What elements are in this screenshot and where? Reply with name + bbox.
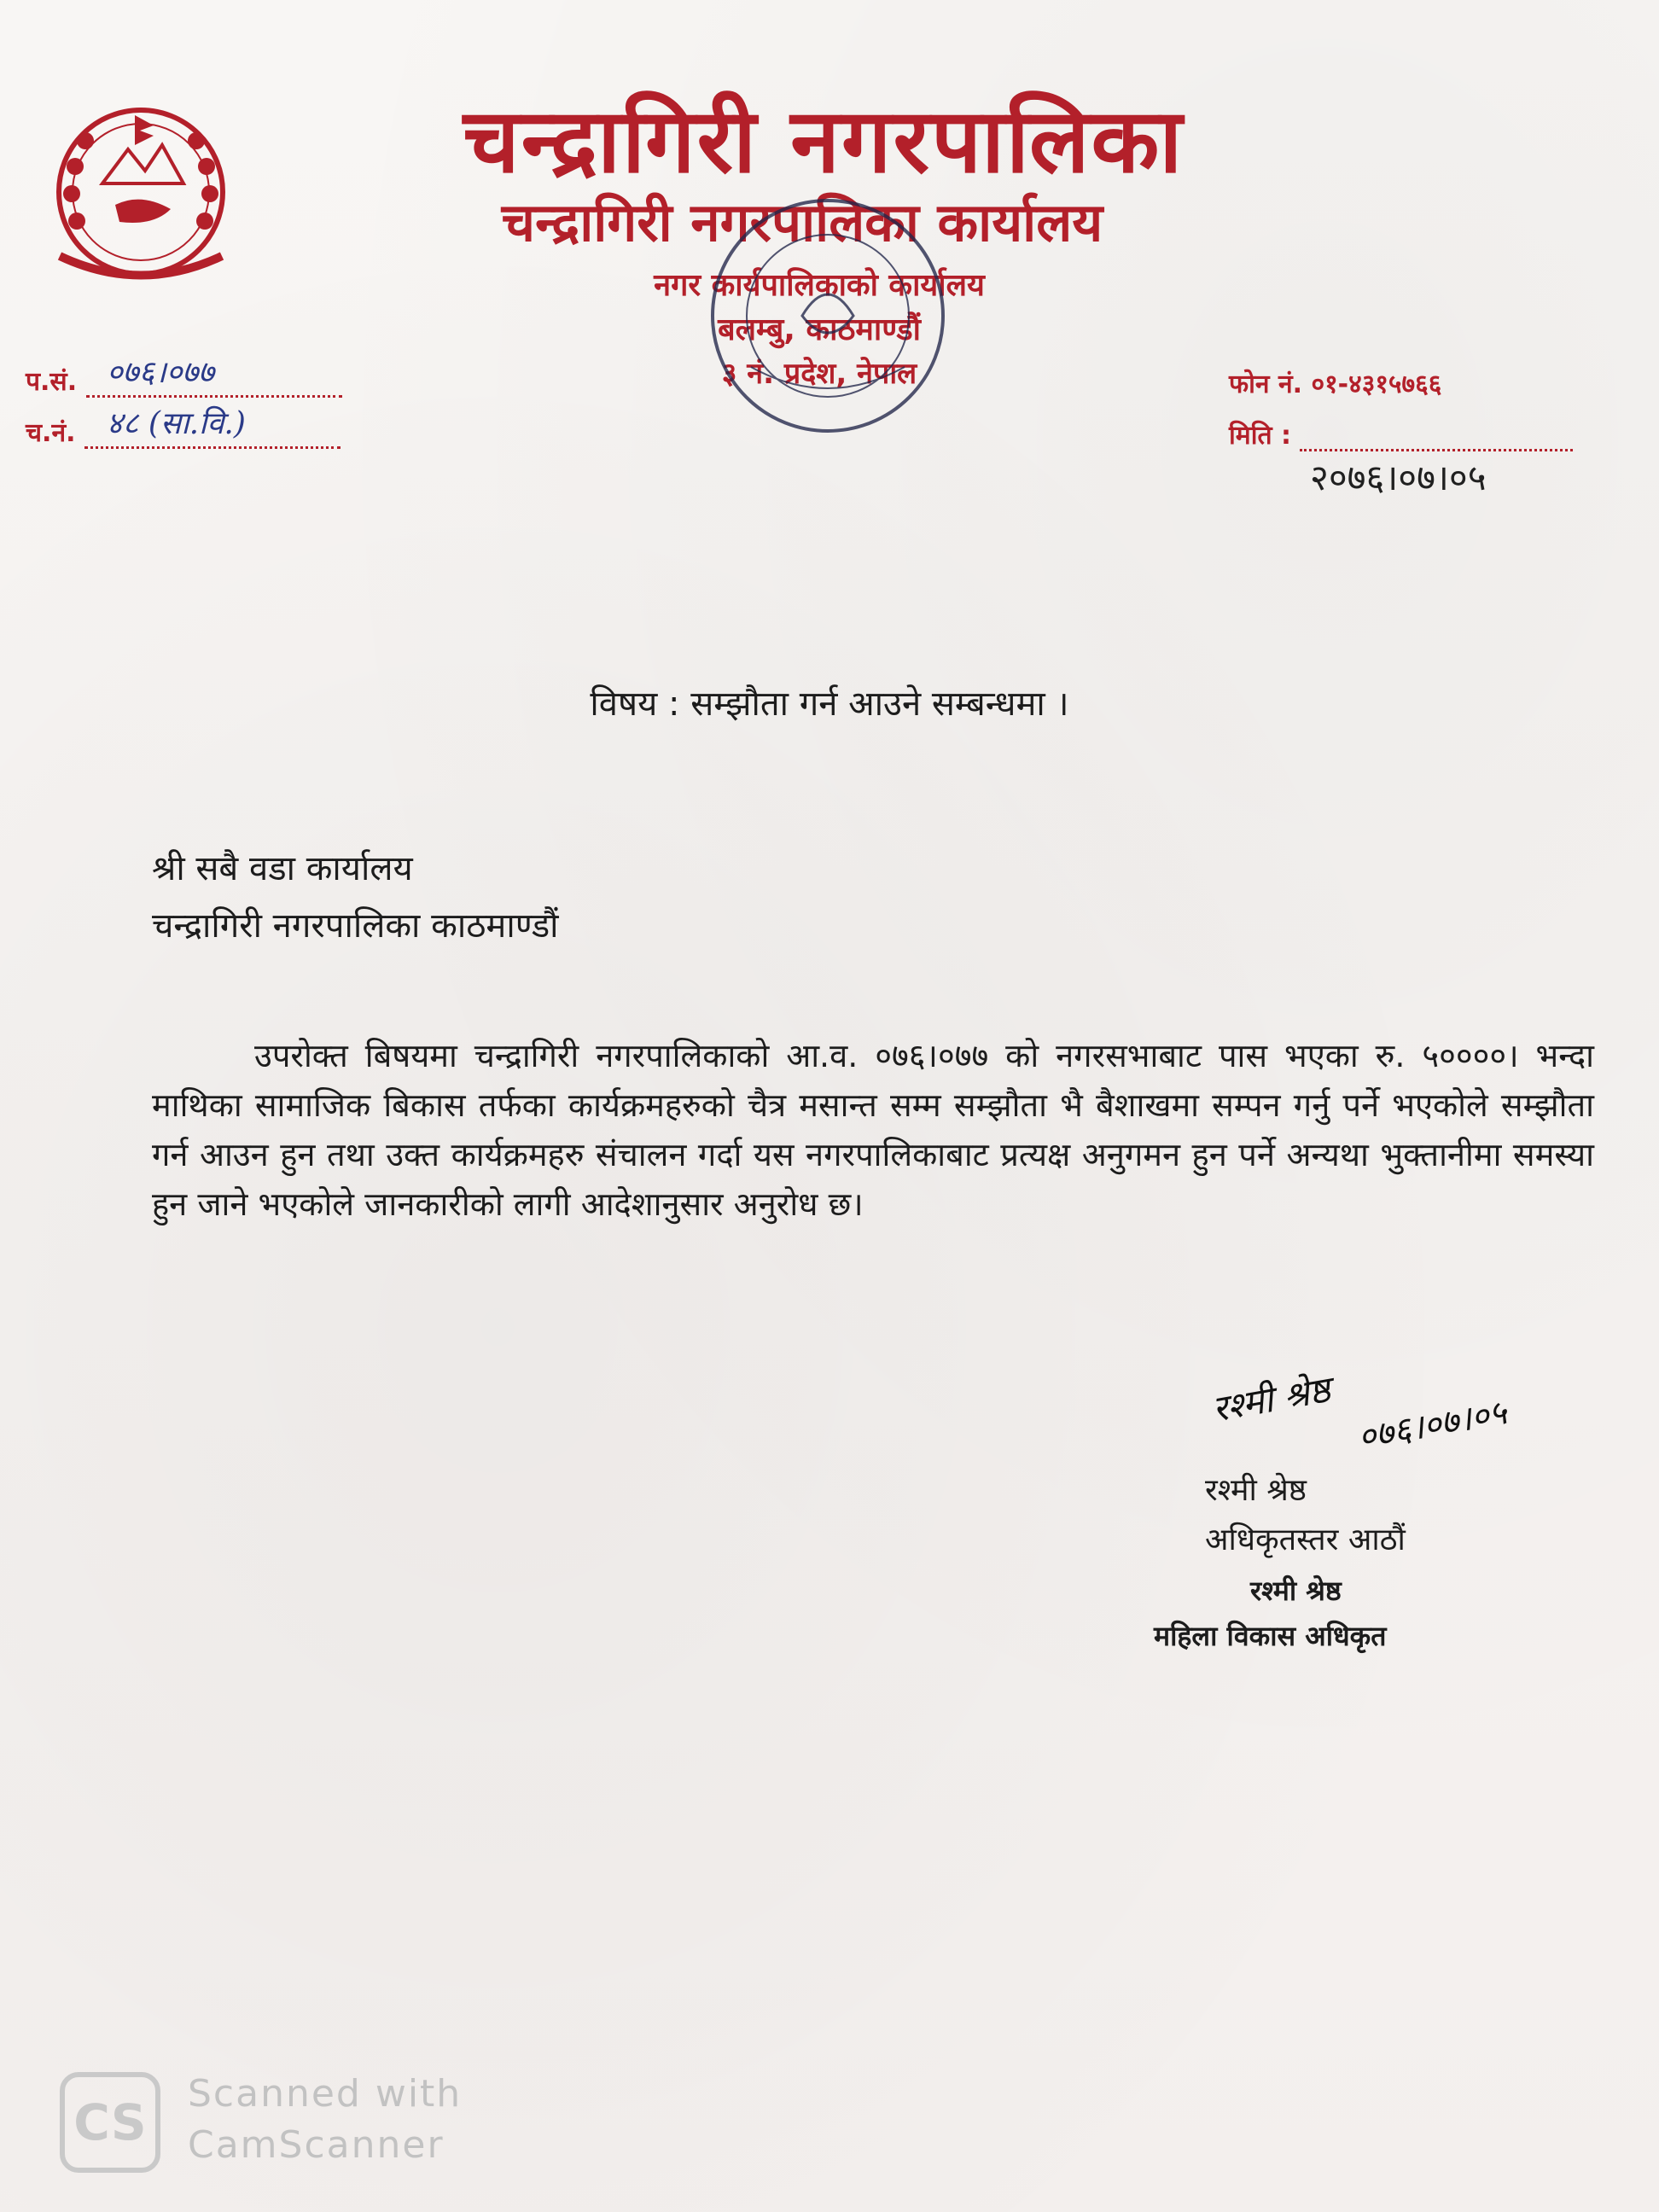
ref-number-value: ०७६।०७७ — [107, 355, 214, 390]
date-line — [1300, 423, 1573, 451]
dispatch-number-label: च.नं. — [26, 418, 76, 448]
handwritten-signature-date: ०७६।०७।०५ — [1354, 1393, 1511, 1458]
letter-body: उपरोक्त बिषयमा चन्द्रागिरी नगरपालिकाको आ.व. ०७६।०७७ को नगरसभाबाट पास भएका रु. ५००००। भन्दा माथिका सामाजिक बिकास तर्फका कार्यक्रमहरुको चैत्र मसान्त सम्म सम्झौता भै बैशाखमा सम्पन गर्नु पर्ने भएकोले सम्झौता गर्न आउन हुन तथा उक्त कार्यक्रमहरु संचालन गर्दा यस नगरपालिकाबाट प्रत्यक्ष अनुगमन हुन पर्ने अन्यथा भुक्तानीमा समस्या हुन जाने भएकोले जानकारीको लागी आदेशानुसार अनुरोध छ। — [152, 1037, 1594, 1223]
dispatch-number-value: ४८ (सा.वि.) — [107, 406, 246, 441]
date-value: २०७६।०७।०५ — [1310, 457, 1487, 498]
municipality-title: चन्द्रागिरी नगरपालिका — [463, 88, 1185, 193]
watermark-line-2: CamScanner — [188, 2123, 445, 2167]
date-label: मिति : — [1229, 421, 1292, 451]
signatory-stamp-name: रश्मी श्रेष्ठ — [1250, 1575, 1342, 1607]
municipality-subtitle: चन्द्रागिरी नगरपालिका कार्यालय — [501, 191, 1103, 253]
office-name: नगर कार्यपालिकाको कार्यालय — [654, 268, 985, 303]
signatory-name: रश्मी श्रेष्ठ — [1205, 1473, 1307, 1508]
recipient-line-1: श्री सबै वडा कार्यालय — [152, 849, 413, 888]
phone-number: फोन नं. ०१-४३१५७६६ — [1229, 370, 1442, 399]
signatory-stamp-title: महिला विकास अधिकृत — [1154, 1620, 1387, 1652]
watermark-line-1: Scanned with — [188, 2072, 463, 2116]
official-seal-stamp — [700, 188, 956, 444]
recipient-line-2: चन्द्रागिरी नगरपालिका काठमाण्डौं — [152, 906, 559, 946]
nepal-emblem-icon — [34, 81, 247, 303]
camscanner-logo-icon: CS — [60, 2072, 160, 2173]
handwritten-signature: रश्मी श्रेष्ठ — [1208, 1368, 1334, 1430]
letter-subject: विषय : सम्झौता गर्न आउने सम्बन्धमा । — [590, 684, 1069, 724]
date-field — [1229, 416, 1573, 451]
office-address: बलम्बु, काठमाण्डौं — [718, 312, 921, 347]
office-province: ३ नं. प्रदेश, नेपाल — [721, 357, 917, 391]
ref-number-label: प.सं. — [26, 367, 78, 397]
signatory-rank: अधिकृतस्तर आठौं — [1205, 1522, 1406, 1557]
